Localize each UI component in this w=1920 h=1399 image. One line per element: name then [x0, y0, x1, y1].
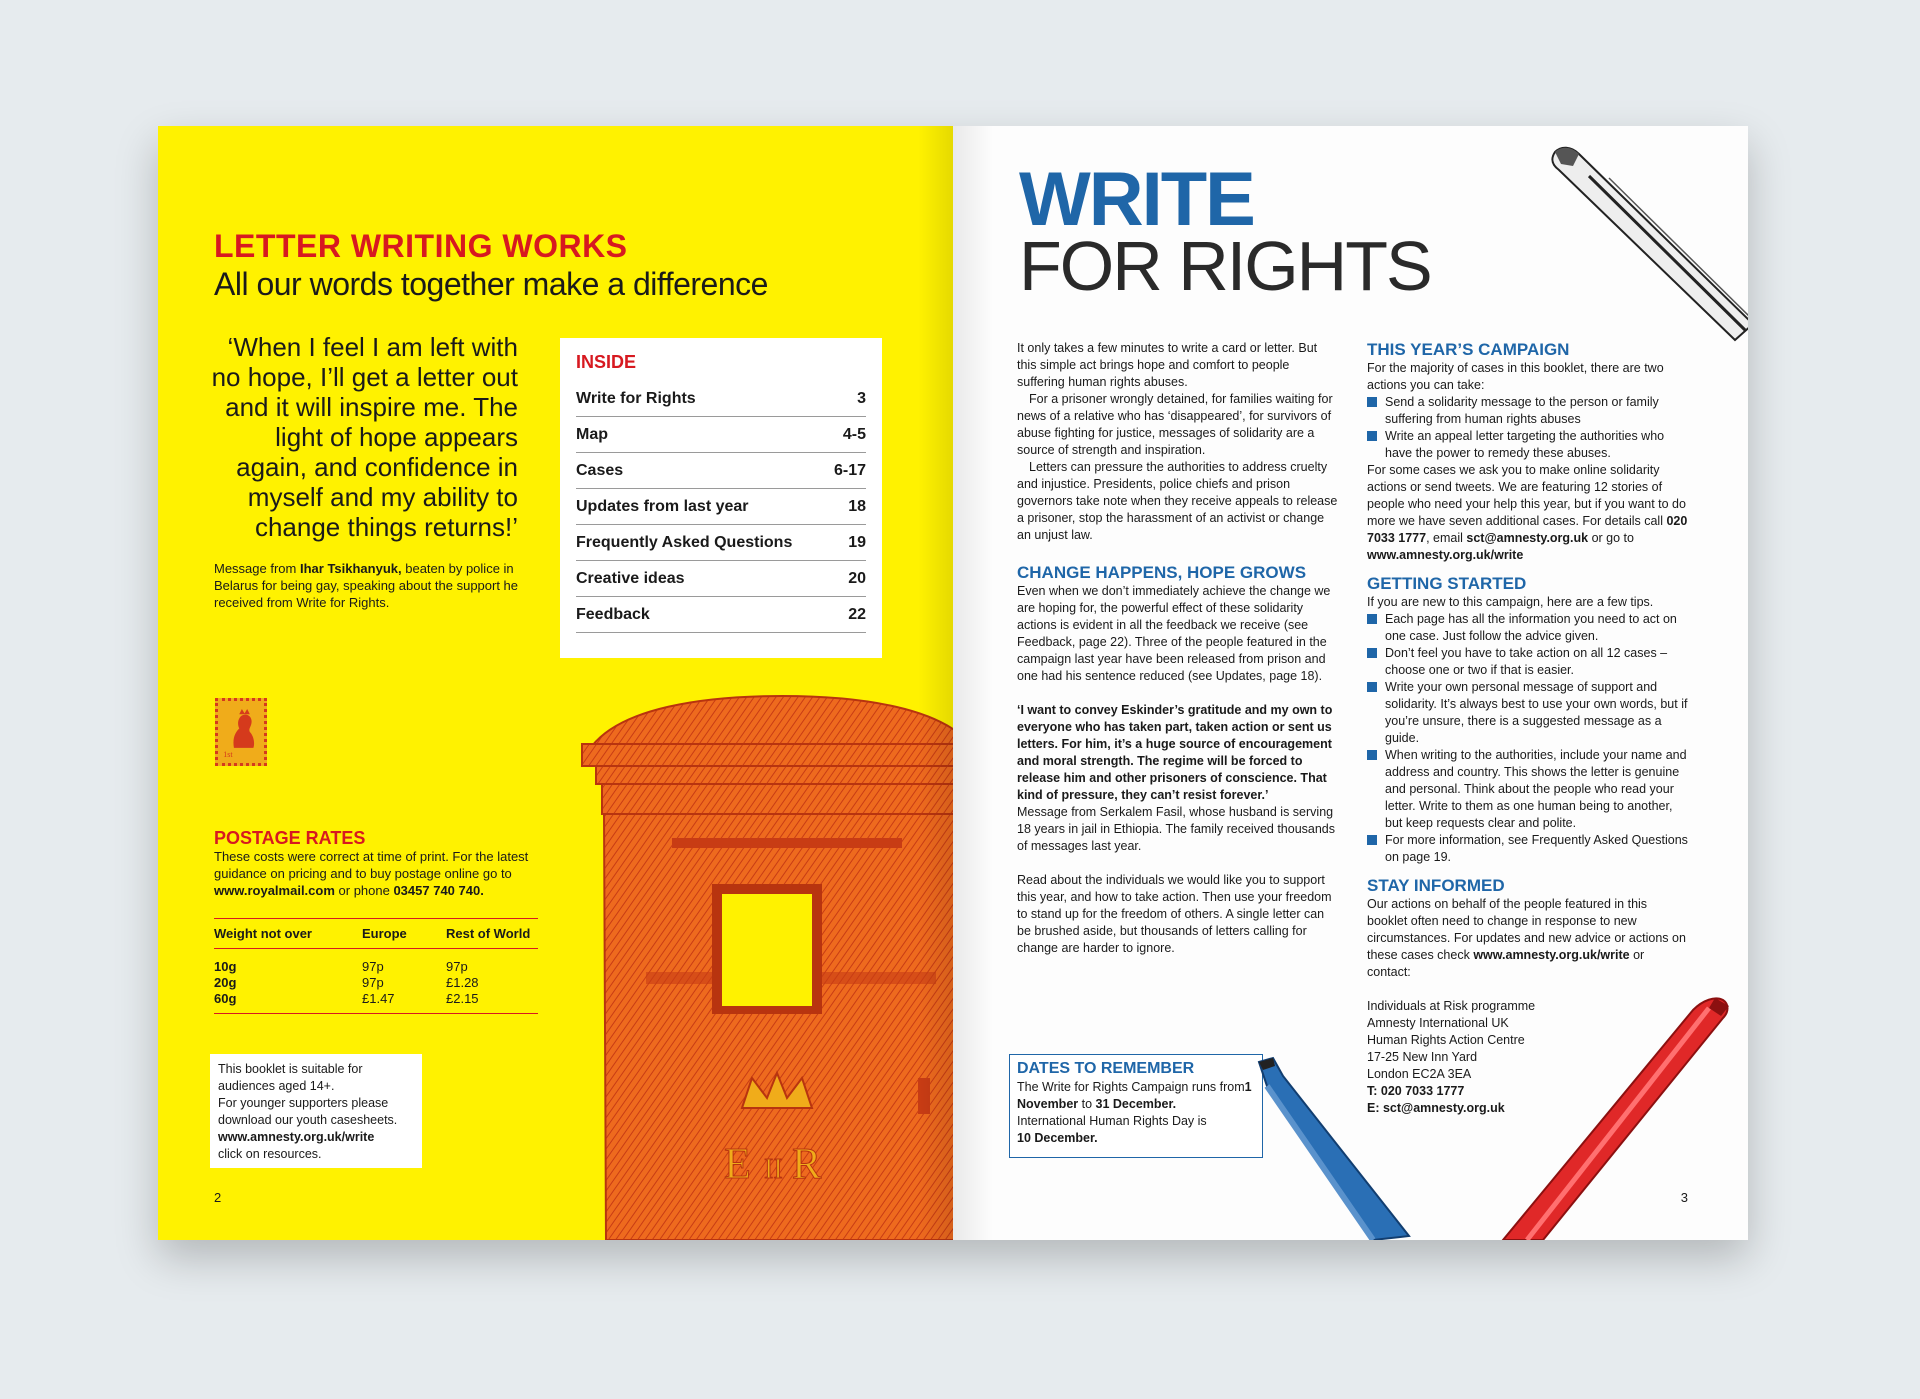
bullet-square-icon	[1367, 431, 1377, 441]
bullet-text: Don’t feel you have to take action on all 12 cases – choose one or two if that is easier.	[1385, 646, 1668, 677]
stay-text: Our actions on behalf of the people featured in this booklet often need to change in response to new circumstances. For updates and new advice or actions on these cases check	[1367, 897, 1686, 962]
bullet-text: Write an appeal letter targeting the authorities who have the power to remedy these abuses.	[1385, 429, 1665, 460]
toc-item[interactable]	[576, 417, 866, 453]
pull-quote: ‘When I feel I am left with no hope, I’ll get a letter out and it will inspire me. The light of hope appears again, and confidence in myself and my ability to change things returns!’	[211, 332, 518, 542]
dates-text2: to	[1078, 1097, 1096, 1111]
inside-contents-box	[560, 338, 882, 658]
toc-page: 19	[848, 533, 866, 551]
contact-tel: T: 020 7033 1777	[1367, 1084, 1465, 1098]
stay-informed-text	[1367, 896, 1689, 981]
toc-page: 20	[848, 569, 866, 587]
dates-text1: The Write for Rights Campaign runs from	[1017, 1080, 1245, 1094]
cell: 97p	[362, 975, 384, 990]
cell: 60g	[214, 991, 237, 1006]
contact-email[interactable]: E: sct@amnesty.org.uk	[1367, 1101, 1505, 1115]
royalmail-phone: 03457 740 740.	[393, 883, 484, 898]
cell: £1.47	[362, 991, 395, 1006]
svg-text:II: II	[764, 1154, 783, 1185]
list-item	[1367, 832, 1689, 866]
intro-p1: It only takes a few minutes to write a card or letter. But this simple act brings hope and comfort to people suffering human rights abuses.	[1017, 341, 1318, 389]
for-rights-title: FOR RIGHTS	[1019, 227, 1431, 305]
toc-item[interactable]	[576, 561, 866, 597]
letter-writing-title: LETTER WRITING WORKS	[214, 228, 628, 264]
toc-page: 22	[848, 605, 866, 623]
toc-label: Write for Rights	[576, 389, 696, 407]
campaign-intro: For the majority of cases in this booklet, there are two actions you can take:	[1367, 361, 1664, 392]
rates-header-row	[214, 919, 538, 949]
letter-writing-subtitle: All our words together make a difference	[214, 266, 768, 302]
bullet-square-icon	[1367, 648, 1377, 658]
postage-text	[214, 848, 554, 899]
bullet-text: Send a solidarity message to the person or family suffering from human rights abuses	[1385, 395, 1659, 426]
toc-item[interactable]	[576, 525, 866, 561]
list-item	[1367, 611, 1689, 645]
caption-post: beaten by police in Belarus for being gay, speaking about the support he received from Write for Rights.	[214, 561, 519, 610]
bullet-text: Write your own personal message of support and solidarity. It’s always best to use your own words, but if you’re unsure, there is a suggested message as a guide.	[1385, 680, 1688, 745]
svg-text:E: E	[724, 1139, 751, 1188]
cell: 97p	[362, 959, 384, 974]
eskinder-caption: Message from Serkalem Fasil, whose husband is serving 18 years in jail in Ethiopia. The family received thousands of messages last year.	[1017, 805, 1335, 853]
intro-p3: Letters can pressure the authorities to address cruelty and injustice. Presidents, police chiefs and prison governors take note when they receive appeals to release a prisoner, stop the harassment of an activist or change an unjust law.	[1017, 460, 1338, 542]
details-mid: , email	[1426, 531, 1467, 545]
getting-started-intro: If you are new to this campaign, here are a few tips.	[1367, 595, 1654, 609]
list-item	[1367, 645, 1689, 679]
toc-label: Feedback	[576, 605, 650, 623]
table-row	[214, 975, 538, 991]
human-rights-day: 10 December.	[1017, 1131, 1098, 1145]
caption-name: Ihar Tsikhanyuk,	[299, 561, 402, 576]
intro-p2: For a prisoner wrongly detained, for families waiting for news of a relative who has ‘disappeared’, for survivors of abuse fighting for justice, messages of solidarity are a source of strength and inspiration.	[1017, 392, 1333, 457]
write-title: WRITE	[1019, 157, 1254, 242]
toc-label: Cases	[576, 461, 624, 479]
booklet-spread	[158, 126, 1748, 1240]
getting-started-heading: GETTING STARTED	[1367, 574, 1527, 593]
royalmail-link[interactable]: www.royalmail.com	[214, 883, 335, 898]
stay-url[interactable]: www.amnesty.org.uk/write	[1473, 948, 1630, 962]
dates-text3: International Human Rights Day is	[1017, 1114, 1207, 1128]
bullet-square-icon	[1367, 750, 1377, 760]
header-europe: Europe	[362, 926, 407, 941]
toc-page: 4-5	[842, 425, 866, 443]
list-item	[1367, 394, 1689, 428]
read-about-text: Read about the individuals we would like you to support this year, and how to take action. Then use your freedom to stand up for the freedom of others. A single letter can be brushed aside, but thousands of letters calling for change are harder to ignore.	[1017, 873, 1332, 955]
postage-text-pre: These costs were correct at time of print. For the latest guidance on pricing and to buy postage online go to	[214, 849, 529, 881]
toc-page: 6-17	[833, 461, 866, 479]
youth-line1: This booklet is suitable for audiences aged 14+.	[218, 1062, 363, 1093]
details-email[interactable]: sct@amnesty.org.uk	[1466, 531, 1589, 545]
bullet-square-icon	[1367, 397, 1377, 407]
list-item	[1367, 747, 1689, 832]
date-start: 1 November	[1017, 1080, 1252, 1111]
list-item	[1367, 679, 1689, 747]
stamp-text: 1st	[223, 749, 233, 759]
intro-column	[1017, 340, 1339, 957]
bullet-text: When writing to the authorities, include your name and address and country. This shows the letter is genuine and personal. Think about the people who read your letter. Write to them as one human being to another, but keep requests clear and polite.	[1385, 748, 1687, 830]
postbox-illustration	[562, 688, 953, 1240]
address-line: Amnesty International UK	[1367, 1016, 1509, 1030]
toc-label: Frequently Asked Questions	[576, 533, 793, 551]
list-item	[1367, 428, 1689, 462]
address-line: Individuals at Risk programme	[1367, 999, 1536, 1013]
cell: 97p	[446, 959, 468, 974]
bullet-text: For more information, see Frequently Asked Questions on page 19.	[1385, 833, 1688, 864]
toc-item[interactable]	[576, 453, 866, 489]
page-number-right: 3	[1680, 1190, 1688, 1205]
details-phone: 020 7033 1777	[1367, 514, 1688, 545]
date-end: 31 December.	[1095, 1097, 1177, 1111]
postage-rates-table	[214, 918, 538, 1014]
bullet-square-icon	[1367, 682, 1377, 692]
toc-label: Updates from last year	[576, 497, 749, 515]
pencil-illustration	[1549, 144, 1748, 344]
header-weight: Weight not over	[214, 926, 312, 941]
youth-line3: click on resources.	[218, 1147, 322, 1161]
caption-pre: Message from	[214, 561, 300, 576]
dates-text	[1017, 1079, 1255, 1113]
change-happens-text: Even when we don’t immediately achieve the change we are hoping for, the powerful effect of these solidarity actions is evident in all the feedback we receive (see Feedback, page 22). Three of the people featured in the campaign last year have been released from prison and one had his sentence reduced (see Updates, page 18).	[1017, 584, 1331, 683]
svg-text:R: R	[792, 1139, 822, 1188]
toc-label: Map	[576, 425, 608, 443]
cell: 20g	[214, 975, 237, 990]
youth-info-box	[210, 1054, 422, 1168]
toc-item[interactable]	[576, 489, 866, 525]
quote-caption	[214, 560, 524, 611]
page-left	[158, 126, 953, 1240]
blue-pen-illustration	[1253, 1056, 1413, 1240]
stay-end: or contact:	[1367, 948, 1645, 979]
address-line: Human Rights Action Centre	[1367, 1033, 1525, 1047]
campaign-details	[1367, 462, 1689, 564]
cell: 10g	[214, 959, 237, 974]
details-or: or go to	[1588, 531, 1634, 545]
dates-to-remember-box	[1009, 1054, 1263, 1158]
details-url[interactable]: www.amnesty.org.uk/write	[1367, 548, 1524, 562]
postage-text-mid: or phone	[334, 883, 394, 898]
toc-page: 3	[857, 389, 866, 407]
address-line: London EC2A 3EA	[1367, 1067, 1472, 1081]
toc-page: 18	[848, 497, 866, 515]
postage-stamp-icon	[215, 698, 267, 766]
details-text: For some cases we ask you to make online solidarity actions or send tweets. We are featuring 12 stories of people who need your help this year, but if you want to do more we have seven additional cases. For details call	[1367, 463, 1686, 528]
toc-label: Creative ideas	[576, 569, 685, 587]
dates-title: DATES TO REMEMBER	[1017, 1060, 1195, 1077]
address-line: 17-25 New Inn Yard	[1367, 1050, 1478, 1064]
header-rest-of-world: Rest of World	[446, 926, 531, 941]
cell: £2.15	[446, 991, 479, 1006]
toc-item[interactable]	[576, 381, 866, 417]
toc-item[interactable]	[576, 597, 866, 633]
inside-title: INSIDE	[576, 352, 637, 372]
this-years-campaign-heading: THIS YEAR’S CAMPAIGN	[1367, 340, 1570, 359]
youth-link[interactable]: www.amnesty.org.uk/write	[218, 1130, 375, 1144]
red-pen-illustration	[1483, 994, 1733, 1240]
eskinder-quote: ‘I want to convey Eskinder’s gratitude and my own to everyone who has taken part, taken action or sent us letters. For him, it’s a huge source of encouragement and moral strength. The regime will be forced to release him and other prisoners of conscience. That kind of pressure, they can’t resist forever.’	[1017, 703, 1333, 802]
stay-informed-heading: STAY INFORMED	[1367, 876, 1505, 895]
page-number-left: 2	[214, 1190, 222, 1205]
change-happens-heading: CHANGE HAPPENS, HOPE GROWS	[1017, 563, 1307, 582]
cell: £1.28	[446, 975, 479, 990]
bullet-square-icon	[1367, 835, 1377, 845]
table-row	[214, 959, 538, 975]
youth-line2: For younger supporters please download our youth casesheets.	[218, 1096, 398, 1127]
page-right	[953, 126, 1748, 1240]
table-row	[214, 991, 538, 1007]
bullet-square-icon	[1367, 614, 1377, 624]
postage-rates-title: POSTAGE RATES	[214, 828, 366, 848]
bullet-text: Each page has all the information you need to act on one case. Just follow the advice given.	[1385, 612, 1677, 643]
